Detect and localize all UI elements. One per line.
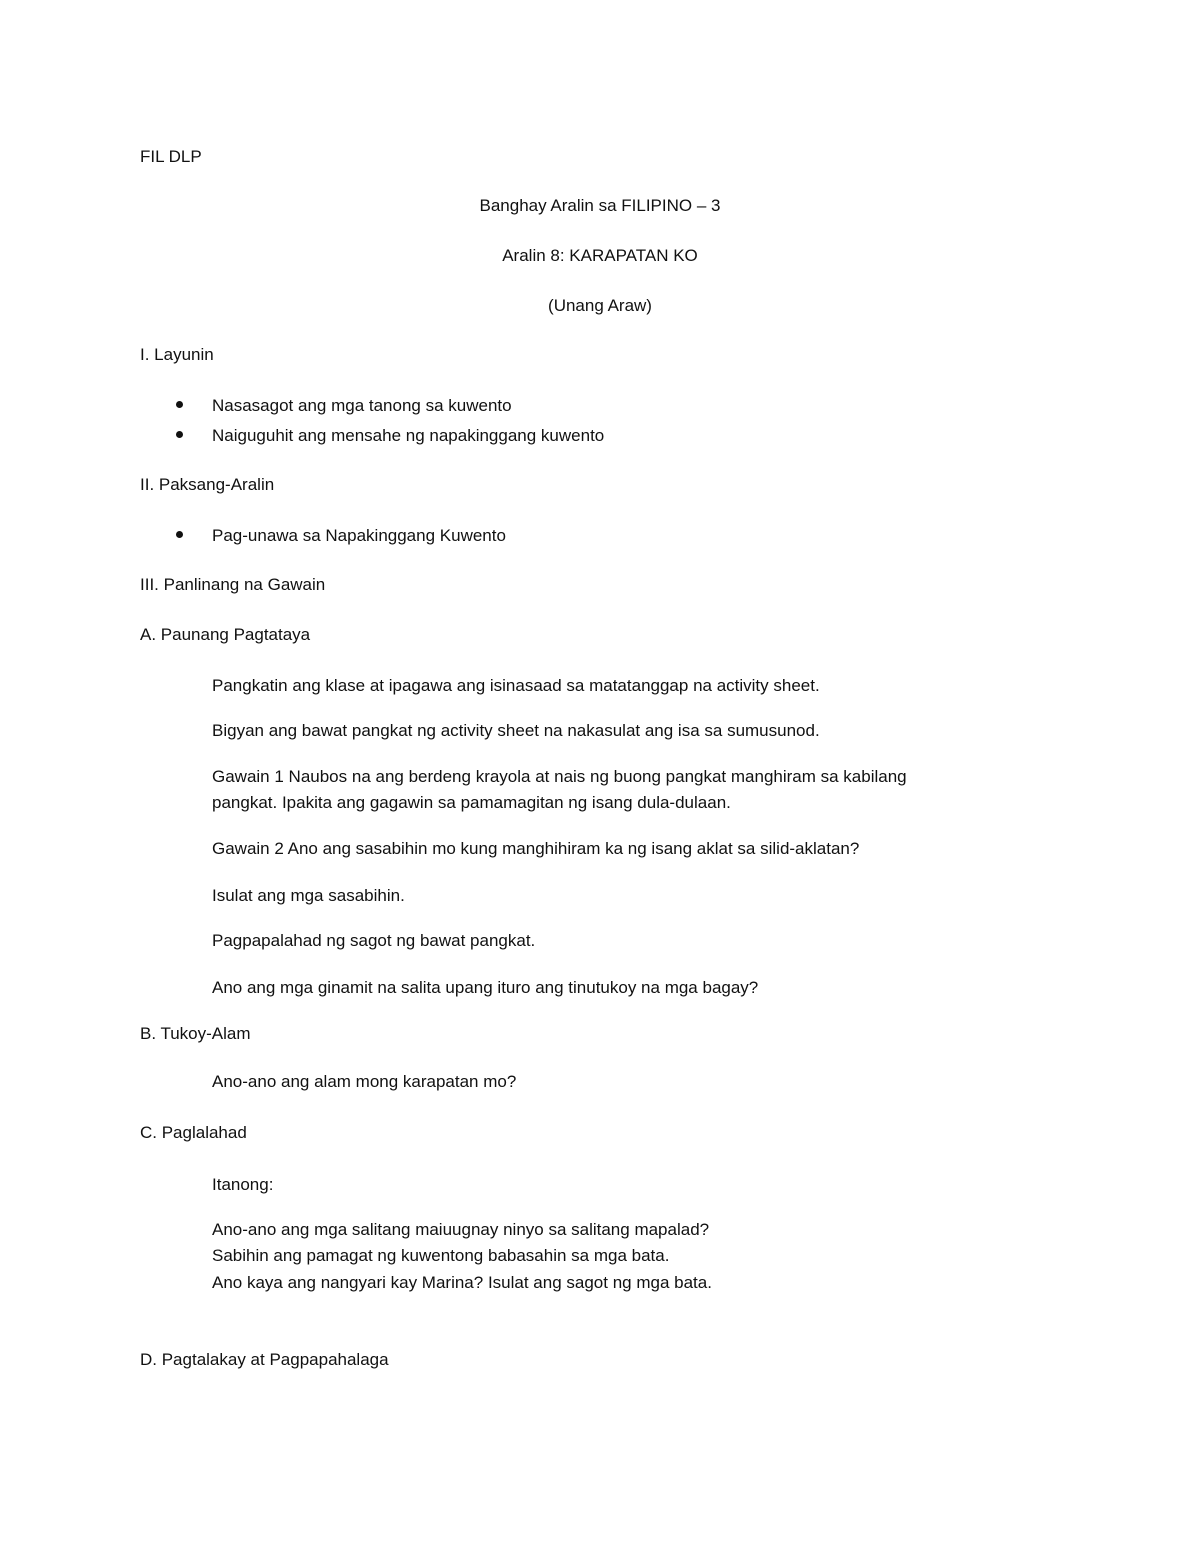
section-heading-d: D. Pagtalakay at Pagpapahalaga: [140, 1350, 389, 1369]
paragraph: Ano kaya ang nangyari kay Marina? Isulat ang sagot ng mga bata.: [212, 1273, 712, 1292]
paragraph: Ano-ano ang mga salitang maiuugnay ninyo sa salitang mapalad?: [212, 1220, 710, 1239]
paragraph: Bigyan ang bawat pangkat ng activity sheet na nakasulat ang isa sa sumusunod.: [212, 721, 820, 740]
paragraph: Itanong:: [212, 1175, 274, 1194]
lesson-title: Aralin 8: KARAPATAN KO: [502, 246, 698, 265]
doc-title: Banghay Aralin sa FILIPINO – 3: [479, 196, 721, 215]
list-item: Naiguguhit ang mensahe ng napakinggang kuwento: [212, 426, 605, 445]
paragraph: Sabihin ang pamagat ng kuwentong babasahin sa mga bata.: [212, 1246, 670, 1265]
section-heading-b: B. Tukoy-Alam: [140, 1024, 251, 1043]
section-heading-panlinang: III. Panlinang na Gawain: [140, 575, 326, 594]
paragraph: Gawain 2 Ano ang sasabihin mo kung manghihiram ka ng isang aklat sa silid-aklatan?: [212, 839, 860, 858]
bullet-icon: [176, 431, 183, 438]
section-heading-paksa: II. Paksang-Aralin: [140, 475, 275, 494]
bullet-icon: [176, 401, 183, 408]
paragraph: Gawain 1 Naubos na ang berdeng krayola at nais ng buong pangkat manghiram sa kabilang: [212, 767, 907, 786]
section-heading-c: C. Paglalahad: [140, 1123, 247, 1142]
section-heading-a: A. Paunang Pagtataya: [140, 625, 311, 644]
paragraph: Isulat ang mga sasabihin.: [212, 886, 405, 905]
paragraph: Pangkatin ang klase at ipagawa ang isinasaad sa matatanggap na activity sheet.: [212, 676, 820, 695]
list-item: Pag-unawa sa Napakinggang Kuwento: [212, 526, 506, 545]
paragraph: Ano ang mga ginamit na salita upang ituro ang tinutukoy na mga bagay?: [212, 978, 759, 997]
bullet-icon: [176, 531, 183, 538]
paragraph: pangkat. Ipakita ang gagawin sa pamamagitan ng isang dula-dulaan.: [212, 793, 731, 812]
list-item: Nasasagot ang mga tanong sa kuwento: [212, 396, 512, 415]
section-heading-layunin: I. Layunin: [140, 345, 214, 364]
day-label: (Unang Araw): [548, 296, 652, 315]
paragraph: Pagpapalahad ng sagot ng bawat pangkat.: [212, 931, 536, 950]
doc-header: FIL DLP: [140, 147, 202, 166]
paragraph: Ano-ano ang alam mong karapatan mo?: [212, 1072, 517, 1091]
